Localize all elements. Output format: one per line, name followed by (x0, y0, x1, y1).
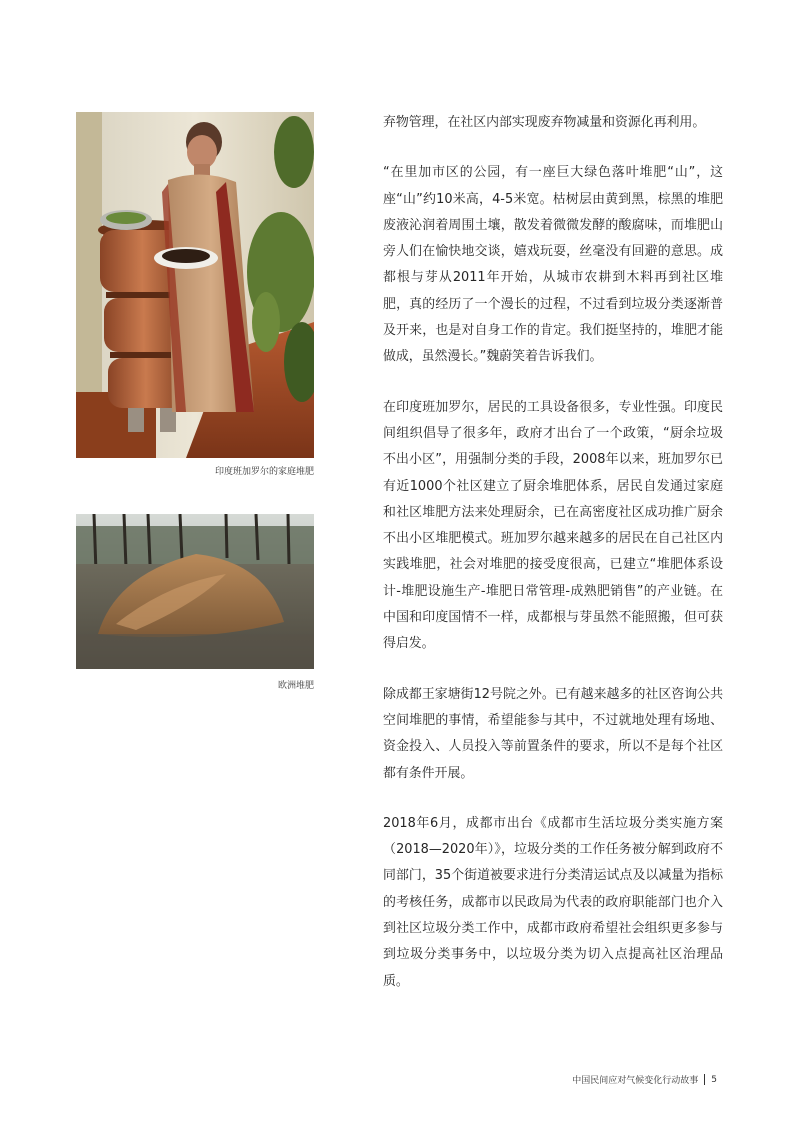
page-number: 5 (711, 1074, 717, 1085)
paragraph-3: 在印度班加罗尔，居民的工具设备很多，专业性强。印度民间组织倡导了很多年，政府才出台了一个政策，“厨余垃圾不出小区”，用强制分类的手段，2008年以来，班加罗尔已有近1000个社区建立了厨余堆肥体系，居民自发通过家庭和社区堆肥方法来处理厨余，已在高密度社区成功推广厨余不出小区堆肥模式。班加罗尔越来越多的居民在自己社区内实践堆肥，社会对堆肥的接受度很高，已建立“堆肥体系设计-堆肥设施生产-堆肥日常管理-成熟肥销售”的产业链。在中国和印度国情不一样，成都根与芽虽然不能照搬，但可获得启发。 (383, 399, 723, 652)
home-compost-photo (76, 112, 314, 458)
home-compost-illustration (76, 112, 314, 458)
publication-title: 中国民间应对气候变化行动故事 (572, 1076, 699, 1086)
paragraph-2: “在里加市区的公园，有一座巨大绿色落叶堆肥“山”，这座“山”约10米高，4-5米宽。枯树层由黄到黑，棕黑的堆肥废液沁润着周围土壤，散发着微微发酵的酸腐味，而堆肥山旁人们在愉快地交谈，嬉戏玩耍，丝毫没有回避的意思。成都根与芽从2011年开始，从城市农耕到木料再到社区堆肥，真的经历了一个漫长的过程，不过看到垃圾分类逐渐普及开来，也是对自身工作的肯定。我们挺坚持的，堆肥才能做成，虽然漫长。”魏蔚笑着告诉我们。 (383, 165, 723, 365)
paragraph-4: 除成都王家塘街12号院之外。已有越来越多的社区咨询公共空间堆肥的事情，希望能参与其中，不过就地处理有场地、资金投入、人员投入等前置条件的要求，所以不是每个社区都有条件开展。 (383, 686, 723, 781)
leaf-compost-illustration (76, 514, 314, 669)
page-footer (572, 1073, 717, 1086)
europe-compost-caption: 欧洲堆肥 (277, 681, 314, 691)
article-body (383, 110, 723, 1019)
footer-divider (704, 1074, 705, 1085)
paragraph-1: 弃物管理，在社区内部实现废弃物减量和资源化再利用。 (383, 115, 706, 130)
paragraph-5: 2018年6月，成都市出台《成都市生活垃圾分类实施方案（2018—2020年）》，垃圾分类的工作任务被分解到政府不同部门，35个街道被要求进行分类清运试点及以减量为指标的考核任务，成都市以民政局为代表的政府职能部门也介入到社区垃圾分类工作中，成都市政府希望社会组织更多参与到垃圾分类事务中，以垃圾分类为切入点提高社区治理品质。 (383, 815, 723, 989)
europe-compost-photo (76, 514, 314, 669)
home-compost-caption: 印度班加罗尔的家庭堆肥 (214, 467, 314, 477)
